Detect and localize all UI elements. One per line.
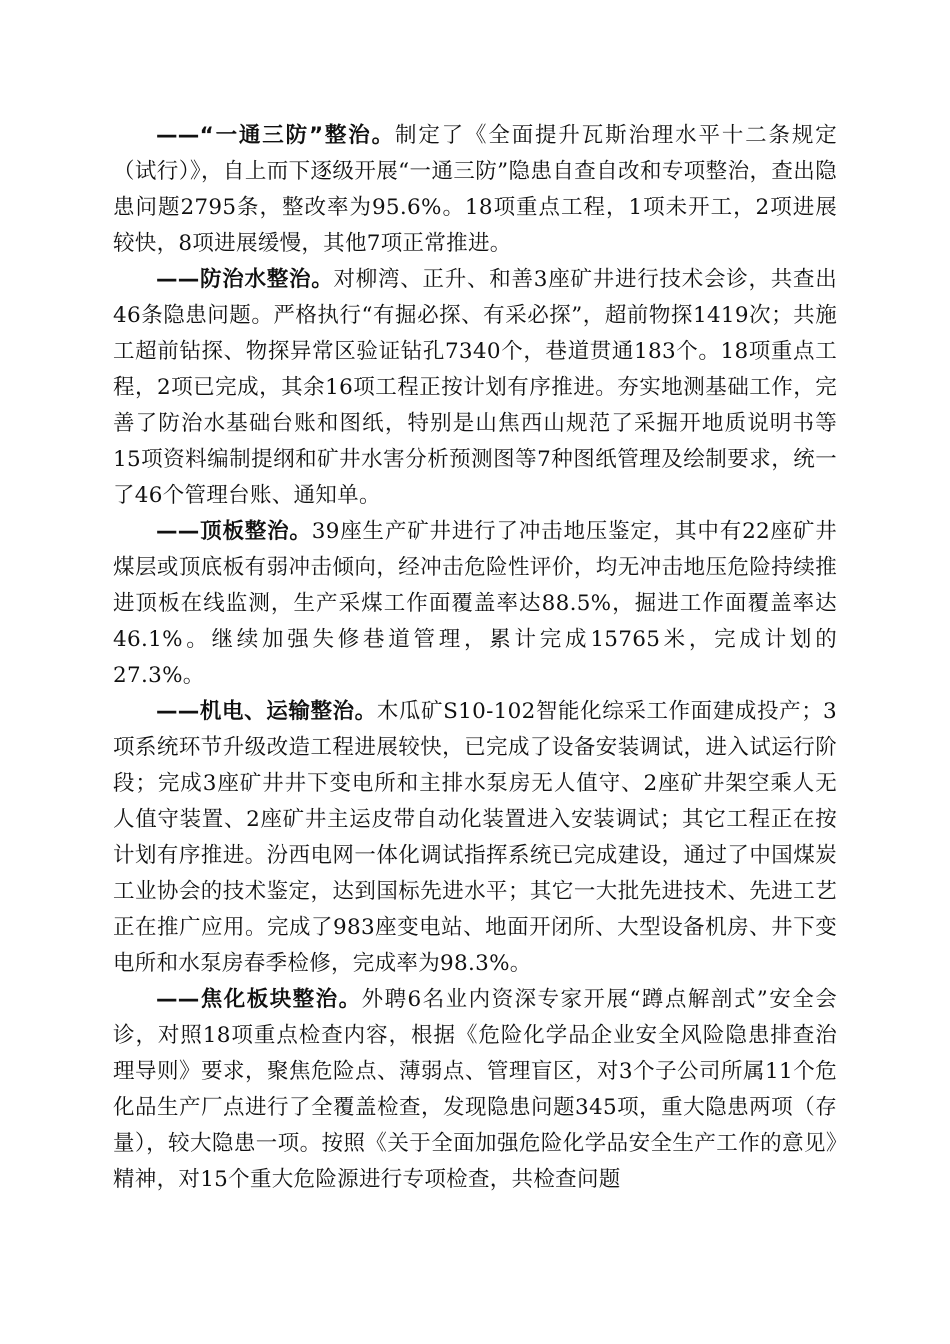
paragraph-heading: ——焦化板块整治。 xyxy=(156,987,362,1012)
paragraph-roof-control xyxy=(113,514,837,694)
paragraph-water-control xyxy=(113,262,837,514)
paragraph-body: 对柳湾、正升、和善3座矿井进行技术会诊，共查出46条隐患问题。严格执行“有掘必探、有采必探”，超前物探1419次；共施工超前钻探、物探异常区验证钻孔7340个，巷道贯通183个。18项重点工程，2项已完成，其余16项工程正按计划有序推进。夯实地测基础工作，完善了防治水基础台账和图纸，特别是山焦西山规范了采掘开地质说明书等15项资料编制提纲和矿井水害分析预测图等7种图纸管理及绘制要求，统一了46个管理台账、通知单。 xyxy=(113,267,837,508)
paragraph-heading: ——“一通三防”整治。 xyxy=(156,123,395,148)
paragraph-body: 制定了《全面提升瓦斯治理水平十二条规定（试行）》，自上而下逐级开展“一通三防”隐患自查自改和专项整治，查出隐患问题2795条，整改率为95.6%。18项重点工程，1项未开工，2项进展较快，8项进展缓慢，其他7项正常推进。 xyxy=(113,123,838,256)
document-page xyxy=(113,118,837,1198)
paragraph-ventilation-gas xyxy=(113,118,837,262)
paragraph-heading: ——机电、运输整治。 xyxy=(156,699,377,724)
paragraph-body: 木瓜矿S10-102智能化综采工作面建成投产；3项系统环节升级改造工程进展较快，已完成了设备安装调试，进入试运行阶段；完成3座矿井井下变电所和主排水泵房无人值守、2座矿井架空乘人无人值守装置、2座矿井主运皮带自动化装置进入安装调试；其它工程正在按计划有序推进。汾西电网一体化调试指挥系统已完成建设，通过了中国煤炭工业协会的技术鉴定，达到国标先进水平；其它一大批先进技术、先进工艺正在推广应用。完成了983座变电站、地面开闭所、大型设备机房、井下变电所和水泵房春季检修，完成率为98.3%。 xyxy=(113,699,837,976)
paragraph-coking-sector xyxy=(113,982,837,1198)
paragraph-electromechanical-transport xyxy=(113,694,837,982)
paragraph-body: 39座生产矿井进行了冲击地压鉴定，其中有22座矿井煤层或顶底板有弱冲击倾向，经冲击危险性评价，均无冲击地压危险持续推进顶板在线监测，生产采煤工作面覆盖率达88.5%，掘进工作面覆盖率达46.1%。继续加强失修巷道管理，累计完成15765米，完成计划的27.3%。 xyxy=(113,519,837,688)
paragraph-heading: ——顶板整治。 xyxy=(156,519,312,544)
paragraph-heading: ——防治水整治。 xyxy=(156,267,334,292)
paragraph-body: 外聘6名业内资深专家开展“蹲点解剖式”安全会诊，对照18项重点检查内容，根据《危险化学品企业安全风险隐患排查治理导则》要求，聚焦危险点、薄弱点、管理盲区，对3个子公司所属11个危化品生产厂点进行了全覆盖检查，发现隐患问题345项，重大隐患两项（存量），较大隐患一项。按照《关于全面加强危险化学品安全生产工作的意见》精神，对15个重大危险源进行专项检查，共检查问题 xyxy=(113,987,838,1192)
